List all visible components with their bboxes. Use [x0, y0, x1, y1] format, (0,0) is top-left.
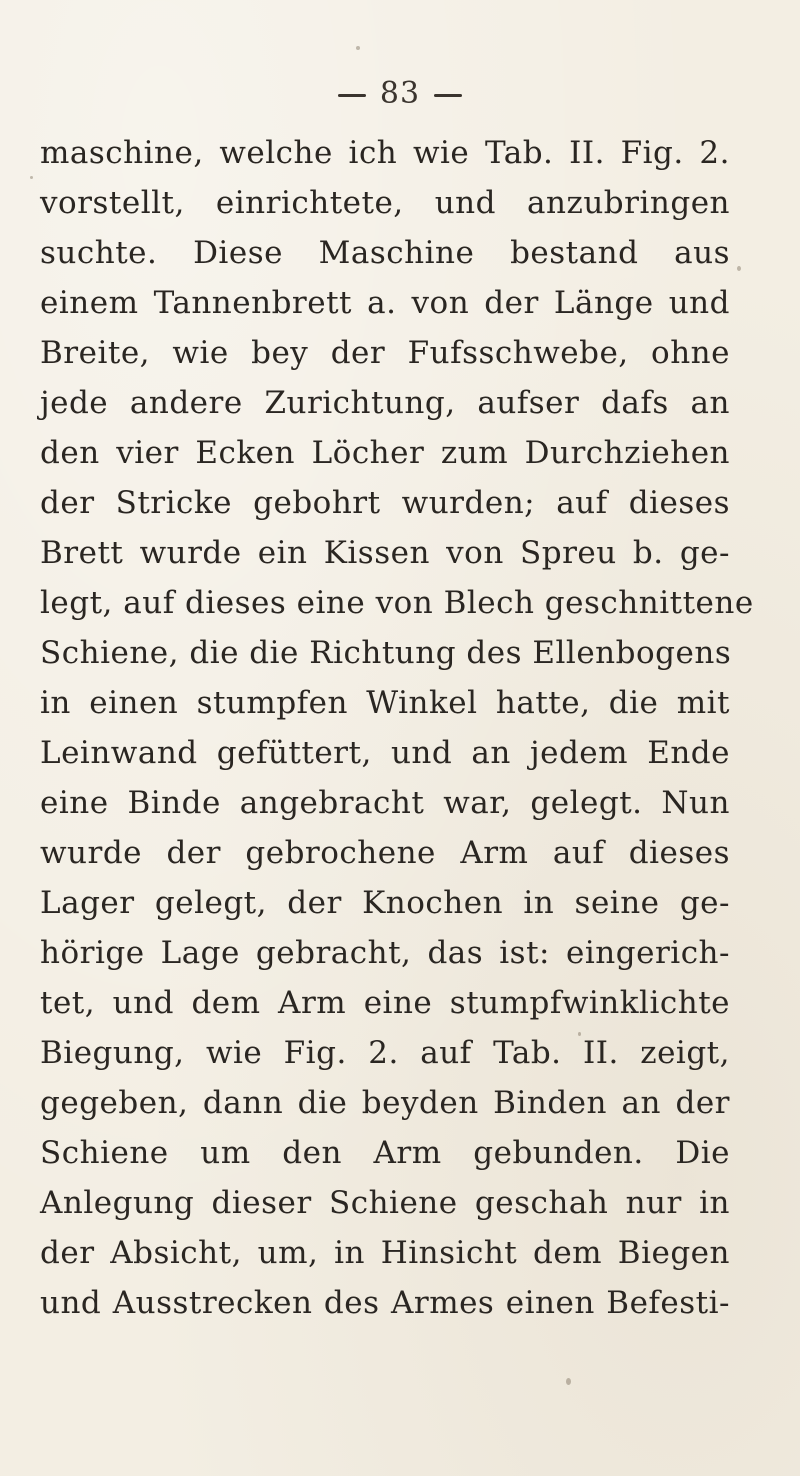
text-line: jede andere Zurichtung, aufser dafs an	[40, 385, 730, 421]
text-line: Biegung, wie Fig. 2. auf Tab. II. zeigt,	[40, 1035, 730, 1071]
text-line: den vier Ecken Löcher zum Durchziehen	[40, 435, 730, 471]
text-line: wurde der gebrochene Arm auf dieses	[40, 835, 730, 871]
paper-speck	[578, 1032, 581, 1036]
text-line: in einen stumpfen Winkel hatte, die mit	[40, 685, 730, 721]
text-line: suchte. Diese Maschine bestand aus	[40, 235, 730, 271]
paper-speck	[566, 1378, 571, 1385]
paper-speck	[737, 266, 741, 271]
page-header	[0, 76, 800, 111]
text-line: eine Binde angebracht war, gelegt. Nun	[40, 785, 730, 821]
page-number: 83	[379, 76, 421, 111]
text-line: hörige Lage gebracht, das ist: eingerich-	[40, 935, 730, 971]
text-line: tet, und dem Arm eine stumpfwinklichte	[40, 985, 730, 1021]
text-line: der Stricke gebohrt wurden; auf dieses	[40, 485, 730, 521]
paper-speck	[30, 176, 33, 179]
text-line: Schiene, die die Richtung des Ellenbogens	[40, 635, 732, 671]
text-line: maschine, welche ich wie Tab. II. Fig. 2.	[40, 135, 730, 171]
text-line: Schiene um den Arm gebunden. Die	[40, 1135, 730, 1171]
text-line: gegeben, dann die beyden Binden an der	[40, 1085, 730, 1121]
text-line: Anlegung dieser Schiene geschah nur in	[40, 1185, 730, 1221]
text-line: Brett wurde ein Kissen von Spreu b. ge-	[40, 535, 730, 571]
text-line: Leinwand gefüttert, und an jedem Ende	[40, 735, 730, 771]
text-line: einem Tannenbrett a. von der Länge und	[40, 285, 730, 321]
paper-speck	[356, 46, 360, 50]
text-line: der Absicht, um, in Hinsicht dem Biegen	[40, 1235, 730, 1271]
text-line: und Ausstrecken des Armes einen Befesti-	[40, 1285, 730, 1321]
text-line: vorstellt, einrichtete, und anzubringen	[40, 185, 730, 221]
header-dash-right	[434, 94, 462, 97]
text-line: Lager gelegt, der Knochen in seine ge-	[40, 885, 730, 921]
text-line: legt, auf dieses eine von Blech geschnittene	[40, 585, 754, 621]
body-text	[40, 128, 754, 1328]
text-line: Breite, wie bey der Fufsschwebe, ohne	[40, 335, 730, 371]
header-dash-left	[338, 94, 366, 97]
